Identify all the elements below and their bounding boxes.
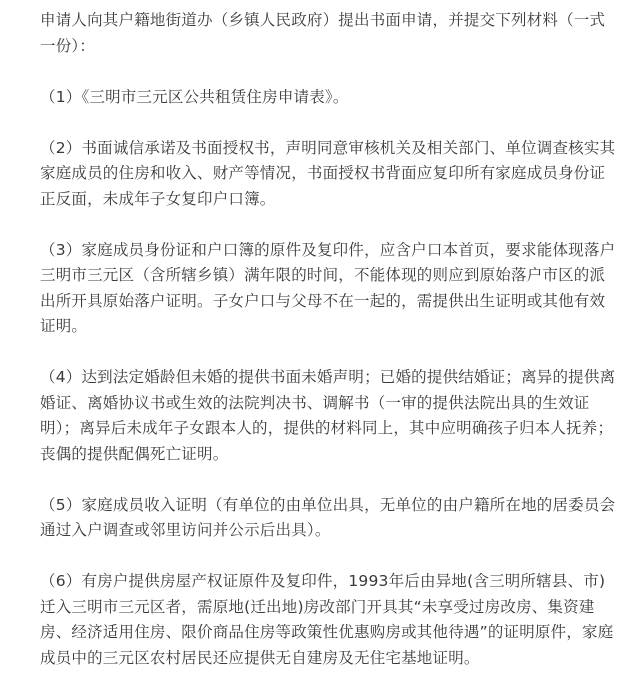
item-1-paragraph: （1）《三明市三元区公共租赁住房申请表》。 — [40, 87, 349, 106]
item-2-paragraph: （2）书面诚信承诺及书面授权书，声明同意审核机关及相关部门、单位调查核实其家庭成员的住房和收入、财产等情况，书面授权书背面应复印所有家庭成员身份证正反面，未成年子女复印户口簿。 — [40, 138, 616, 208]
document-body — [40, 8, 620, 671]
item-5-paragraph: （5）家庭成员收入证明（有单位的由单位出具，无单位的由户籍所在地的居委员会通过入户调查或邻里访问并公示后出具）。 — [40, 495, 616, 539]
item-4-paragraph: （4）达到法定婚龄但未婚的提供书面未婚声明；已婚的提供结婚证；离异的提供离婚证、离婚协议书或生效的法院判决书、调解书（一审的提供法院出具的生效证明）；离异后未成年子女跟本人的，提供的材料同上，其中应明确孩子归本人抚养；丧偶的提供配偶死亡证明。 — [40, 368, 616, 463]
item-6-paragraph: （6）有房户提供房屋产权证原件及复印件，1993年后由异地(含三明所辖县、市)迁入三明市三元区者，需原地(迁出地)房改部门开具其“未享受过房改房、集资建房、经济适用住房、限价商品住房等政策性优惠购房或其他待遇”的证明原件，家庭成员中的三元区农村居民还应提供无自建房及无住宅基地证明。 — [40, 572, 614, 667]
item-3-paragraph: （3）家庭成员身份证和户口簿的原件及复印件，应含户口本首页，要求能体现落户三明市三元区（含所辖乡镇）满年限的时间，不能体现的则应到原始落户市区的派出所开具原始落户证明。子女户口与父母不在一起的，需提供出生证明或其他有效证明。 — [40, 240, 616, 335]
intro-paragraph: 申请人向其户籍地街道办（乡镇人民政府）提出书面申请，并提交下列材料（一式一份）： — [40, 11, 606, 55]
